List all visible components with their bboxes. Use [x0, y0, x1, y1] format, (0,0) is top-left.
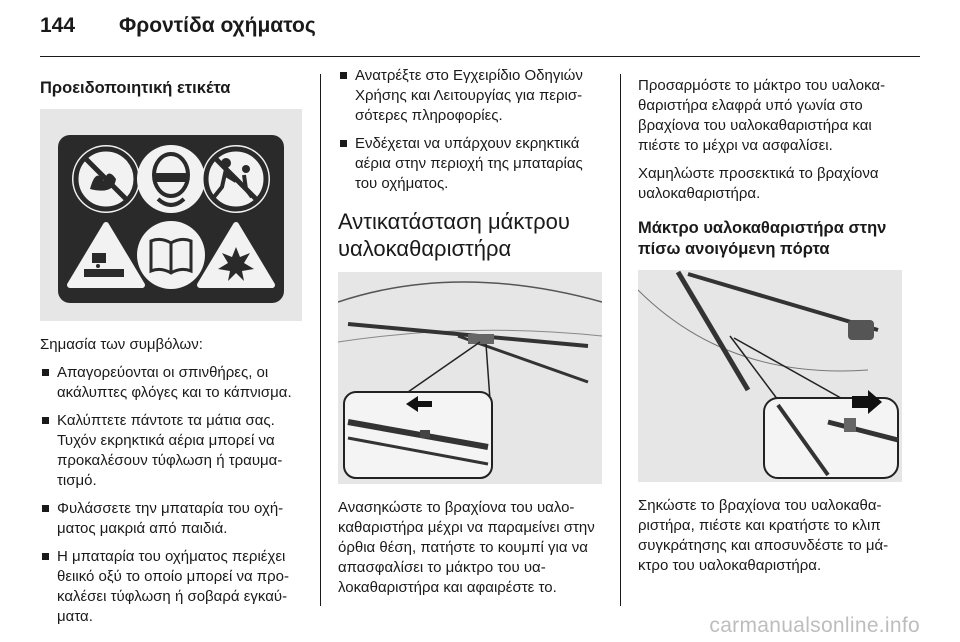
column-3 — [638, 76, 902, 584]
column-divider-1 — [320, 74, 321, 606]
list-item: Φυλάσσετε την μπαταρία του οχή-ματος μακριά από παιδιά. — [40, 499, 302, 539]
fit-blade-paragraph: Προσαρμόστε το μάκτρο του υαλοκα-θαριστήρα ελαφρά υπό γωνία στο βραχίονα του υαλοκαθαριστήρα και πιέστε το μέχρι να ασφαλίσει. — [638, 77, 886, 154]
column-1 — [40, 78, 302, 635]
column-divider-2 — [620, 74, 621, 606]
page-header — [40, 14, 316, 38]
rear-wiper-illustration — [638, 270, 902, 482]
list-item: Η μπαταρία του οχήματος περιέχει θειικό οξύ το οποίο μπορεί να προ-καλέσει τύφλωση ή σοβαρά εγκαύ-ματα. — [40, 547, 302, 627]
warning-label-illustration — [40, 109, 302, 321]
no-children-icon — [202, 145, 270, 213]
rear-wiper-caption: Σηκώστε το βραχίονα του υαλοκαθα-ριστήρα, πιέστε και κρατήστε το κλιπ συγκράτησης και αποσυνδέστε το μά-κτρο του υαλοκαθαριστήρα. — [638, 497, 889, 574]
rear-wiper-figure — [638, 270, 902, 482]
list-item: Απαγορεύονται οι σπινθήρες, οι ακάλυπτες φλόγες και το κάπνισμα. — [40, 363, 302, 403]
wiper-replacement-heading: Αντικατάσταση μάκτρου υαλοκαθαριστήρα — [338, 209, 570, 261]
lower-arm-paragraph: Χαμηλώστε προσεκτικά το βραχίονα υαλοκαθαριστήρα. — [638, 165, 879, 202]
no-flames-icon — [72, 145, 140, 213]
symbols-intro: Σημασία των συμβόλων: — [40, 336, 203, 353]
rear-wiper-heading: Μάκτρο υαλοκαθαριστήρα στην πίσω ανοιγόμενη πόρτα — [638, 219, 887, 258]
list-item: Καλύπτετε πάντοτε τα μάτια σας. Τυχόν εκρηκτικά αέρια μπορεί να προκαλέσουν τύφλωση ή τραυμα-τισμό. — [40, 411, 302, 491]
list-item: Ενδέχεται να υπάρχουν εκρηκτικά αέρια στην περιοχή της μπαταρίας του οχήματος. — [338, 134, 602, 194]
warning-label-title: Προειδοποιητική ετικέτα — [40, 79, 231, 97]
wiper-blade-illustration — [338, 272, 602, 484]
chapter-title: Φροντίδα οχήματος — [119, 14, 316, 37]
symbols-list-continued — [338, 66, 602, 194]
column-2 — [338, 66, 602, 606]
warning-label-figure — [40, 109, 302, 321]
watermark: carmanualsonline.info — [709, 614, 920, 637]
symbols-list — [40, 363, 302, 627]
wiper-blade-figure — [338, 272, 602, 484]
list-item: Ανατρέξτε στο Εγχειρίδιο Οδηγιών Χρήσης και Λειτουργίας για περισ-σότερες πληροφορίες. — [338, 66, 602, 126]
page-number: 144 — [40, 14, 76, 37]
header-rule — [40, 56, 920, 57]
wiper-removal-caption: Ανασηκώστε το βραχίονα του υαλο-καθαριστήρα μέχρι να παραμείνει στην όρθια θέση, πατήστε το κουμπί για να απασφαλίσει το μάκτρο του υα-λοκαθαριστήρα και αφαιρέστε το. — [338, 499, 595, 596]
eye-protection-icon — [137, 145, 205, 213]
read-manual-icon — [137, 221, 205, 289]
